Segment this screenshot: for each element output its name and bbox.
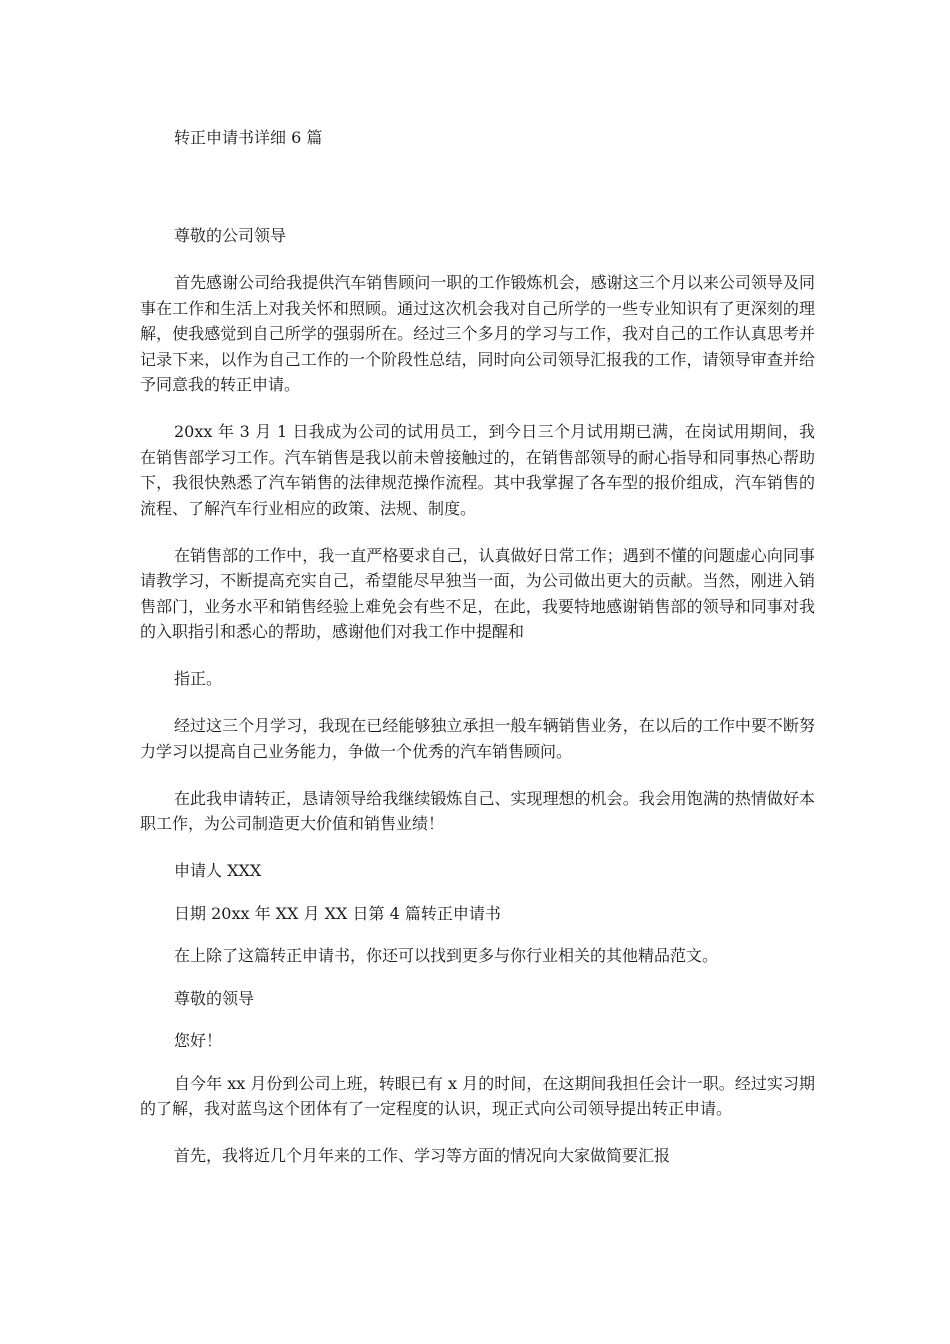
document-body (140, 223, 815, 1190)
paragraph: 自今年 xx 月份到公司上班，转眼已有 x 月的时间，在这期间我担任会计一职。经过实习期的了解，我对蓝鸟这个团体有了一定程度的认识，现正式向公司领导提出转正申请。 (140, 1073, 815, 1118)
paragraph: 首先感谢公司给我提供汽车销售顾问一职的工作锻炼机会，感谢这三个月以来公司领导及同事在工作和生活上对我关怀和照顾。通过这次机会我对自己所学的一些专业知识有了更深刻的理解，使我感觉到自己所学的强弱所在。经过三个多月的学习与工作，我对自己的工作认真思考并记录下来，以作为自己工作的一个阶段性总结，同时向公司领导汇报我的工作，请领导审查并给予同意我的转正申请。 (140, 273, 815, 394)
paragraph: 首先，我将近几个月年来的工作、学习等方面的情况向大家做简要汇报 (174, 1146, 671, 1165)
applicant-line: 申请人 XXX (174, 861, 262, 880)
paragraph: 在销售部的工作中，我一直严格要求自己，认真做好日常工作；遇到不懂的问题虚心向同事请教学习，不断提高充实自己，希望能尽早独当一面，为公司做出更大的贡献。当然，刚进入销售部门，业务水平和销售经验上难免会有些不足，在此，我要特地感谢销售部的领导和同事对我的入职指引和悉心的帮助，感谢他们对我工作中提醒和 (140, 545, 815, 641)
document-title: 转正申请书详细 6 篇 (174, 128, 323, 147)
paragraph: 经过这三个月学习，我现在已经能够独立承担一般车辆销售业务，在以后的工作中要不断努力学习以提高自己业务能力，争做一个优秀的汽车销售顾问。 (140, 716, 815, 761)
greeting: 您好！ (174, 1031, 223, 1050)
date-line: 日期 20xx 年 XX 月 XX 日第 4 篇转正申请书 (174, 903, 501, 923)
paragraph: 指正。 (174, 669, 223, 688)
paragraph: 20xx 年 3 月 1 日我成为公司的试用员工，到今日三个月试用期已满，在岗试用期间，我在销售部学习工作。汽车销售是我以前未曾接触过的，在销售部领导的耐心指导和同事热心帮助下，我很快熟悉了汽车销售的法律规范操作流程。其中我掌握了各车型的报价组成，汽车销售的流程、了解汽车行业相应的政策、法规、制度。 (140, 422, 815, 518)
paragraph: 在此我申请转正，恳请领导给我继续锻炼自己、实现理想的机会。我会用饱满的热情做好本职工作，为公司制造更大价值和销售业绩！ (140, 788, 815, 833)
salutation: 尊敬的领导 (174, 988, 255, 1008)
paragraph: 在上除了这篇转正申请书，你还可以找到更多与你行业相关的其他精品范文。 (174, 946, 719, 965)
salutation: 尊敬的公司领导 (174, 226, 287, 245)
